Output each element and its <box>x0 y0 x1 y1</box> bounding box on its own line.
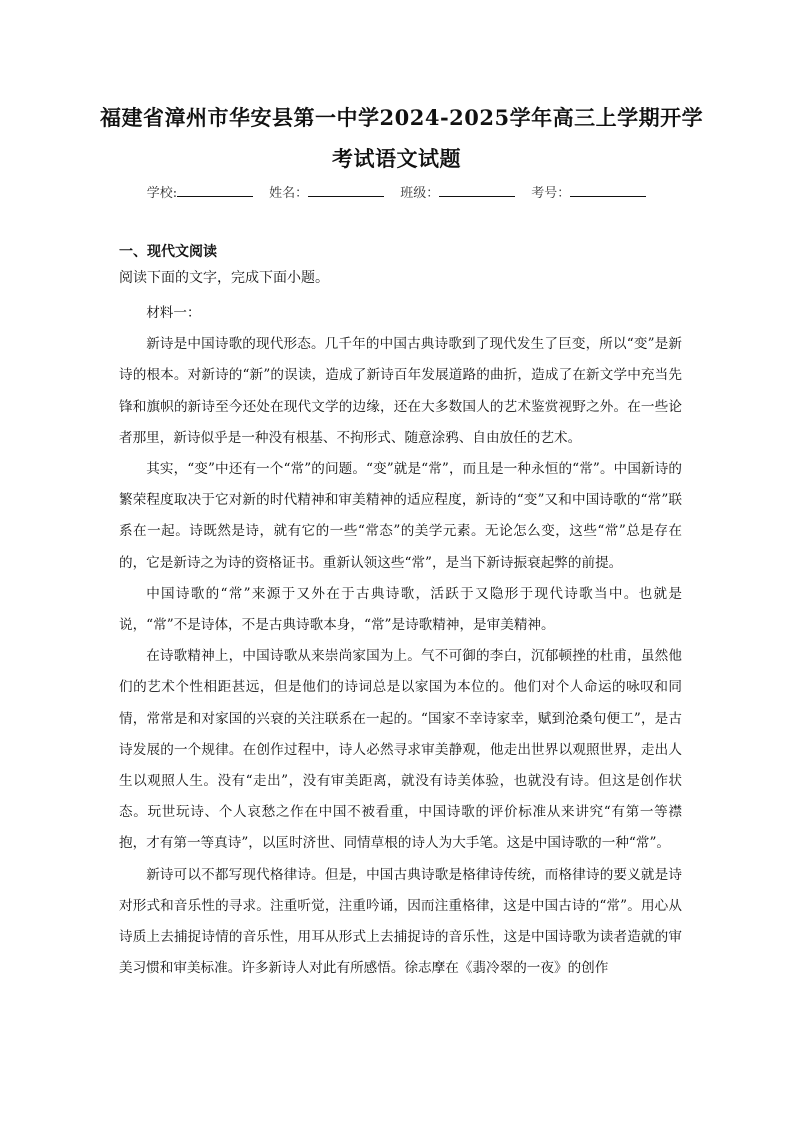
passage-paragraph-4: 在诗歌精神上，中国诗歌从来崇尚家国为上。气不可御的李白，沉郁顿挫的杜甫，虽然他们的艺术个性相距甚远，但是他们的诗词总是以家国为本位的。他们对个人命运的咏叹和同情，常常是和对家国的兴衰的关注联系在一起的。“国家不幸诗家幸，赋到沧桑句便工”，是古诗发展的一个规律。在创作过程中，诗人必然寻求审美静观，他走出世界以观照世界，走出人生以观照人生。没有“走出”，没有审美距离，就没有诗美体验，也就没有诗。但这是创作状态。玩世玩诗、个人哀愁之作在中国不被看重，中国诗歌的评价标准从来讲究“有第一等襟抱，才有第一等真诗”，以匡时济世、同情草根的诗人为大手笔。这是中国诗歌的一种“常”。 <box>119 648 682 852</box>
passage-paragraph-2: 其实，“变”中还有一个“常”的问题。“变”就是“常”，而且是一种永恒的“常”。中国新诗的繁荣程度取决于它对新的时代精神和审美精神的适应程度，新诗的“变”又和中国诗歌的“常”联系在一起。诗既然是诗，就有它的一些“常态”的美学元素。无论怎么变，这些“常”总是存在的，它是新诗之为诗的资格证书。重新认领这些“常”，是当下新诗振衰起弊的前提。 <box>119 461 682 571</box>
class-label: 班级： <box>400 186 440 201</box>
document-title-line-1: 福建省漳州市华安县第一中学2024-2025学年高三上学期开学 <box>100 105 704 130</box>
passage-paragraph-3: 中国诗歌的“常”来源于又外在于古典诗歌，活跃于又隐形于现代诗歌当中。也就是说，“常”不是诗体，不是古典诗歌本身，“常”是诗歌精神，是审美精神。 <box>119 585 682 634</box>
student-info-row <box>100 182 693 204</box>
name-blank <box>308 182 384 197</box>
passage-body <box>119 298 682 984</box>
reading-instruction: 阅读下面的文字，完成下面小题。 <box>119 270 329 286</box>
passage-paragraph-5: 新诗可以不都写现代格律诗。但是，中国古典诗歌是格律诗传统，而格律诗的要义就是诗对形式和音乐性的寻求。注重听觉，注重吟诵，因而注重格律，这是中国古诗的“常”。用心从诗质上去捕捉诗情的音乐性，用耳从形式上去捕捉诗的音乐性，这是中国诗歌为读者造就的审美习惯和审美标准。许多新诗人对此有所感悟。徐志摩在《翡冷翠的一夜》的创作 <box>119 866 682 977</box>
section-heading: 一、现代文阅读 <box>119 244 217 260</box>
class-blank <box>439 182 515 197</box>
name-label: 姓名： <box>269 186 309 201</box>
material-label: 材料一： <box>146 305 201 321</box>
school-label: 学校: <box>146 186 178 201</box>
passage-paragraph-1: 新诗是中国诗歌的现代形态。几千年的中国古典诗歌到了现代发生了巨变，所以“变”是新诗的根本。对新诗的“新”的误读，造成了新诗百年发展道路的曲折，造成了在新文学中充当先锋和旗帜的新诗至今还处在现代文学的边缘，还在大多数国人的艺术鉴赏视野之外。在一些论者那里，新诗似乎是一种没有根基、不拘形式、随意涂鸦、自由放任的艺术。 <box>119 336 682 446</box>
school-blank <box>177 182 253 197</box>
number-blank <box>570 182 646 197</box>
document-title-line-2: 考试语文试题 <box>332 146 461 171</box>
number-label: 考号： <box>531 186 571 201</box>
